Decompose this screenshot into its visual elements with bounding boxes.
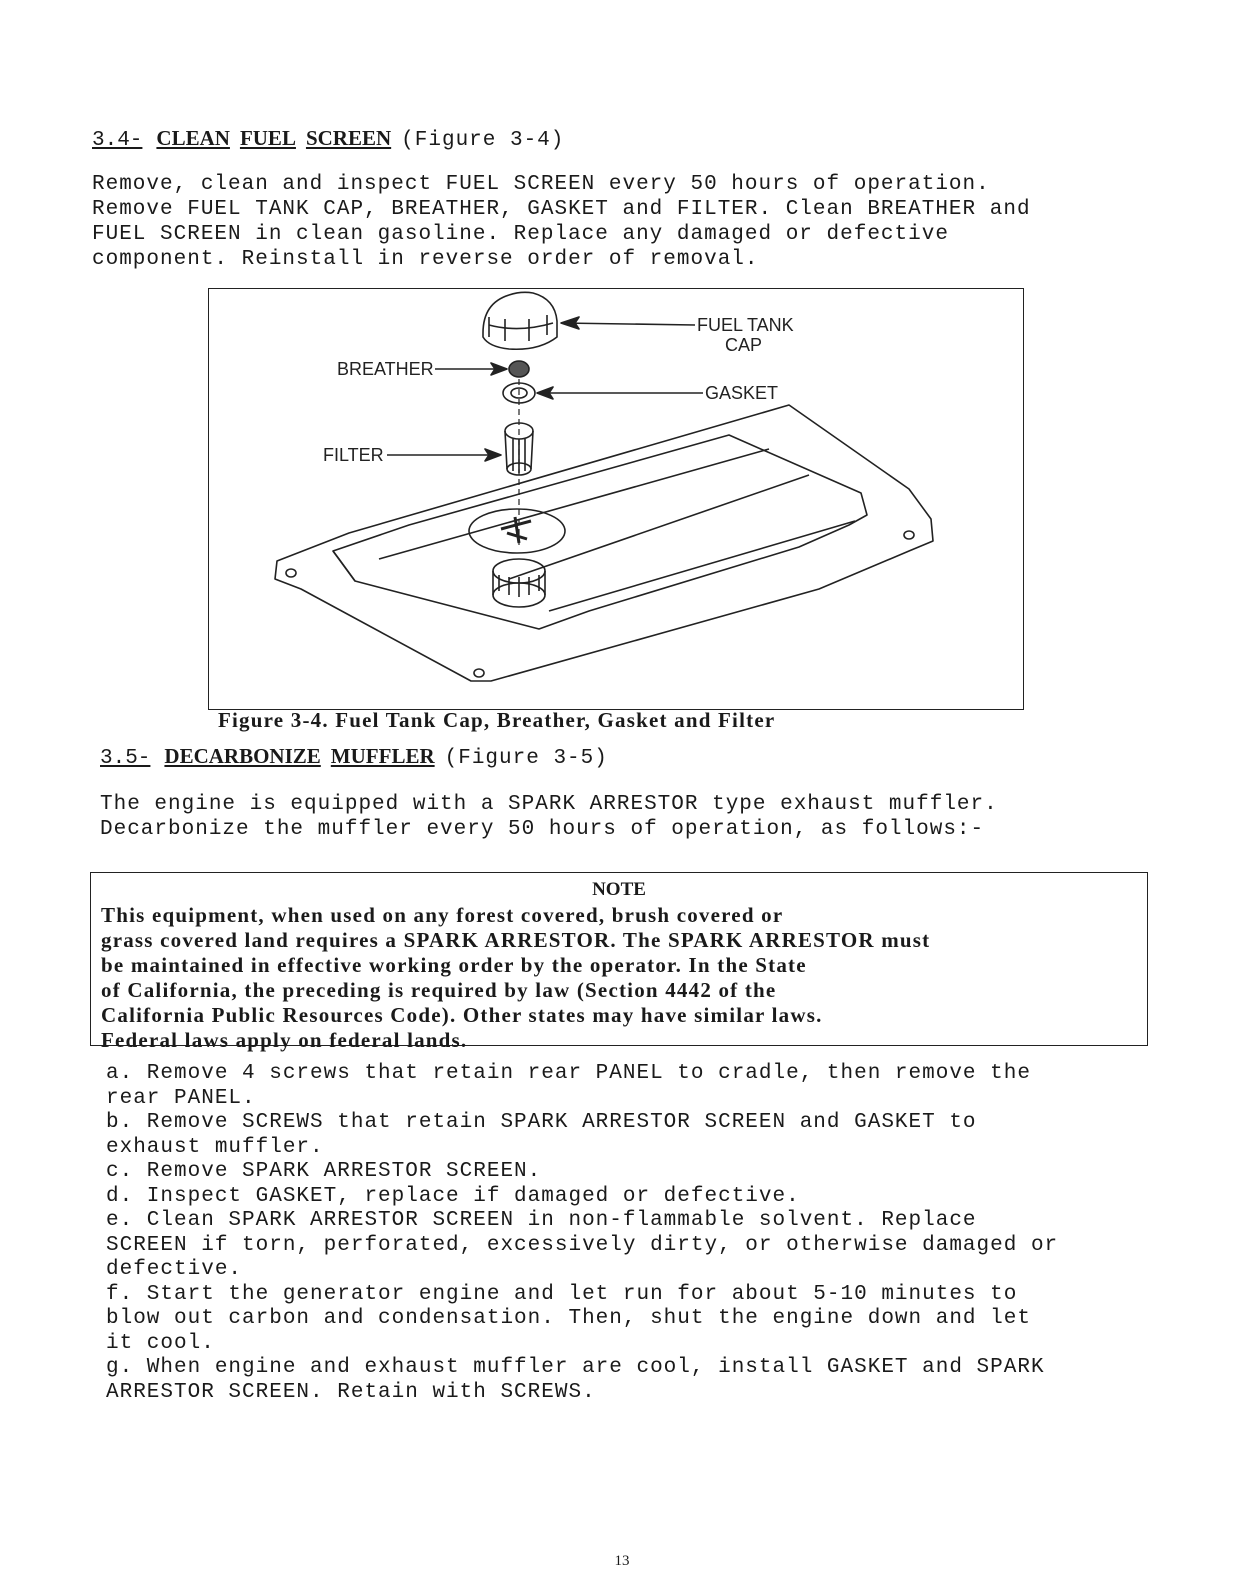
step-line: ARRESTOR SCREEN. Retain with SCREWS.: [106, 1380, 596, 1404]
heading-word: FUEL: [239, 126, 296, 150]
note-body: [101, 903, 930, 1053]
step-line: e. Clean SPARK ARRESTOR SCREEN in non-flammable solvent. Replace: [106, 1209, 977, 1232]
note-line: be maintained in effective working order by the operator. In the State: [101, 953, 807, 977]
paragraph-line: FUEL SCREEN in clean gasoline. Replace any damaged or defective: [92, 223, 949, 246]
label-gasket: GASKET: [705, 383, 779, 403]
heading-word: CLEAN: [156, 126, 230, 150]
label-breather: BREATHER: [337, 359, 434, 379]
paragraph-line: Decarbonize the muffler every 50 hours of operation, as follows:-: [100, 818, 985, 841]
figure-reference: (Figure 3-4): [401, 129, 565, 152]
paragraph-line: The engine is equipped with a SPARK ARRESTOR type exhaust muffler.: [100, 793, 998, 816]
step-line: c. Remove SPARK ARRESTOR SCREEN.: [106, 1160, 542, 1183]
mount-hole: [474, 669, 484, 677]
step-line: d. Inspect GASKET, replace if damaged or defective.: [106, 1184, 800, 1208]
section-3-4-paragraph: [92, 172, 1031, 272]
note-line: California Public Resources Code). Other states may have similar laws.: [101, 1003, 823, 1027]
breather: [509, 361, 529, 377]
leader-fuel-tank-cap: [561, 323, 695, 325]
section-3-5-paragraph: [100, 792, 998, 842]
section-number: 3.5-: [100, 747, 151, 770]
note-line: of California, the preceding is required by law (Section 4442 of the: [101, 978, 777, 1002]
step-line: SCREEN if torn, perforated, excessively dirty, or otherwise damaged or: [106, 1233, 1059, 1257]
step-line: f. Start the generator engine and let run for about 5-10 minutes to: [106, 1282, 1018, 1306]
label-fuel-tank-cap: [697, 315, 794, 355]
section-3-4-heading: [92, 126, 564, 152]
fuel-tank-illustration: [209, 289, 1023, 709]
step-line: b. Remove SCREWS that retain SPARK ARRESTOR SCREEN and GASKET to: [106, 1111, 977, 1134]
fuel-tank-cap: [483, 292, 557, 349]
note-box: [90, 872, 1148, 1052]
figure-caption: Figure 3-4. Fuel Tank Cap, Breather, Gasket and Filter: [218, 708, 776, 732]
procedure-steps: [106, 1062, 1058, 1405]
step-line: g. When engine and exhaust muffler are cool, install GASKET and SPARK: [106, 1356, 1045, 1379]
step-line: a. Remove 4 screws that retain rear PANEL to cradle, then remove the: [106, 1062, 1031, 1085]
figure-3-4: [208, 288, 1024, 710]
paragraph-line: Remove, clean and inspect FUEL SCREEN every 50 hours of operation.: [92, 173, 990, 196]
step-line: defective.: [106, 1258, 243, 1281]
step-line: rear PANEL.: [106, 1086, 256, 1110]
paragraph-line: Remove FUEL TANK CAP, BREATHER, GASKET and FILTER. Clean BREATHER and: [92, 198, 1031, 221]
mount-hole: [286, 569, 296, 577]
paragraph-line: component. Reinstall in reverse order of removal.: [92, 248, 759, 271]
step-line: exhaust muffler.: [106, 1135, 324, 1159]
label-line: CAP: [725, 335, 763, 355]
figure-reference: (Figure 3-5): [444, 747, 608, 770]
step-line: blow out carbon and condensation. Then, shut the engine down and let: [106, 1307, 1031, 1330]
label-filter: FILTER: [323, 445, 384, 465]
note-line: This equipment, when used on any forest covered, brush covered or: [101, 903, 784, 927]
note-title: NOTE: [592, 879, 646, 900]
note-line: grass covered land requires a SPARK ARRESTOR. The SPARK ARRESTOR must: [101, 928, 931, 952]
heading-word: MUFFLER: [330, 744, 435, 768]
heading-word: SCREEN: [305, 126, 392, 150]
mount-hole: [904, 531, 914, 539]
page-number: 13: [614, 1553, 630, 1569]
section-3-5-heading: [100, 744, 608, 770]
section-number: 3.4-: [92, 129, 143, 152]
step-line: it cool.: [106, 1331, 215, 1355]
note-line: Federal laws apply on federal lands.: [101, 1028, 468, 1052]
heading-word: DECARBONIZE: [164, 744, 321, 768]
label-line: FUEL TANK: [697, 315, 794, 335]
tank-top: [333, 435, 867, 629]
